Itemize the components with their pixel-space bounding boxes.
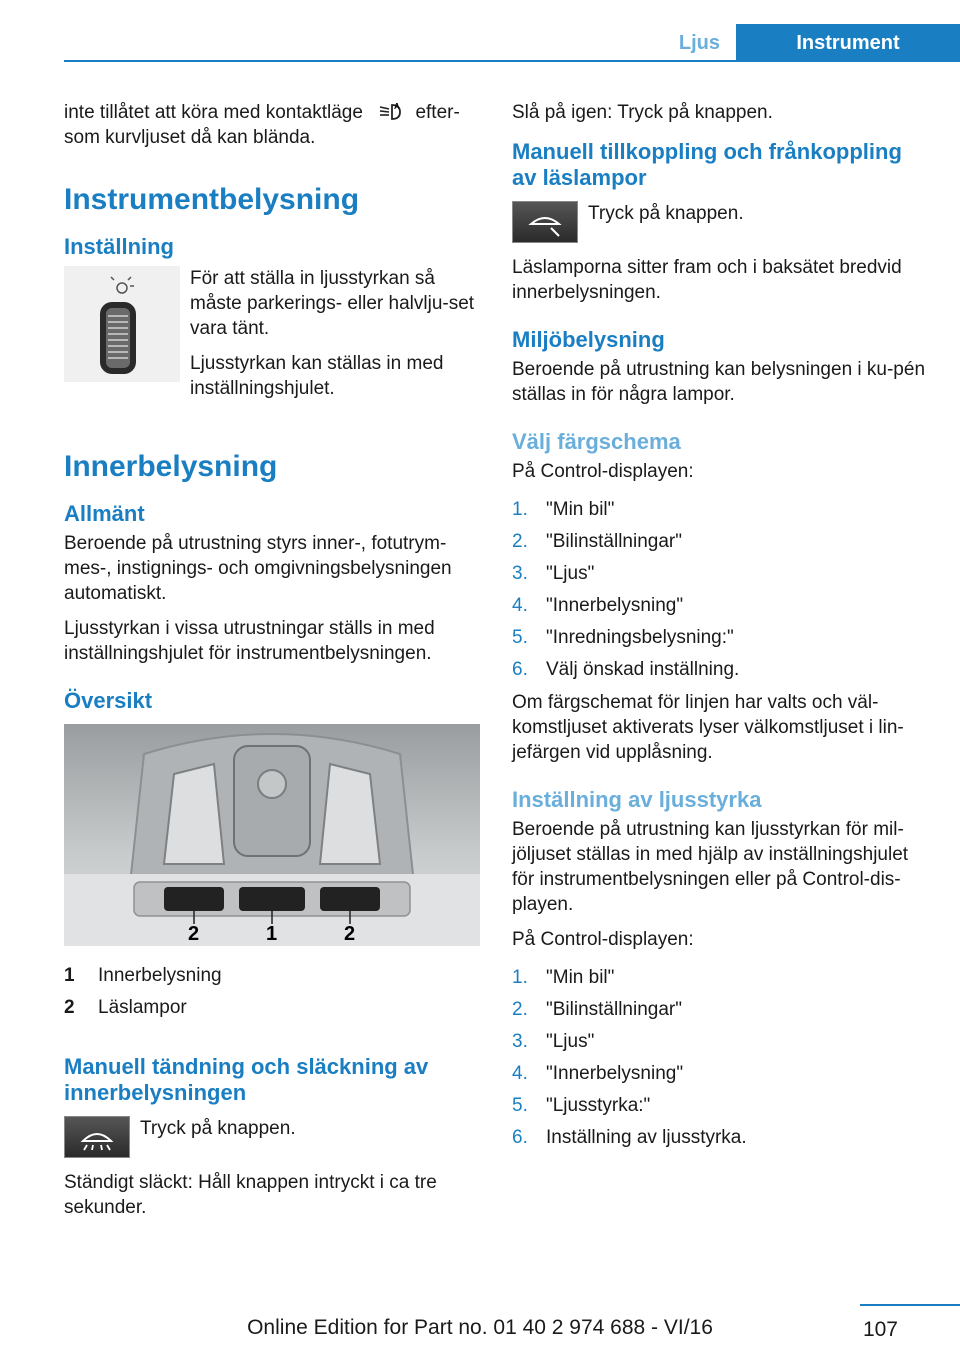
step-number: 1.	[512, 967, 528, 988]
step-number: 5.	[512, 1095, 528, 1116]
legend-item	[64, 992, 480, 1024]
footer-rule	[860, 1304, 960, 1306]
headlight-auto-icon	[374, 101, 404, 121]
heading-reading-lamps: Manuell tillkoppling och frånkoppling av läslampor	[512, 139, 902, 190]
page-header	[0, 0, 960, 62]
heading-installning: Inställning	[64, 234, 174, 259]
manual-text-2: Ständigt släckt: Håll knappen intryckt i ca tre sekunder.	[64, 1172, 437, 1218]
step-number: 6.	[512, 1127, 528, 1148]
step-text: Inställning av ljusstyrka.	[546, 1127, 747, 1148]
callout-label: 2	[188, 923, 200, 945]
heading-valj-fargschema: Välj färgschema	[512, 429, 681, 454]
intro-text-2: efter-	[415, 102, 460, 123]
reading-text: Tryck på knappen.	[588, 203, 744, 224]
step-text: "Inredningsbelysning:"	[546, 627, 734, 648]
heading-miljobelysning: Miljöbelysning	[512, 327, 665, 352]
heading-installning-ljusstyrka: Inställning av ljusstyrka	[512, 787, 762, 812]
ambient-text: Beroende på utrustning kan belysningen i ku-pén ställas in för några lampor.	[512, 359, 926, 405]
interior-light-button-icon	[64, 1116, 130, 1158]
intro-text-3: som kurvljuset då kan blända.	[64, 127, 316, 148]
step-text: "Innerbelysning"	[546, 595, 684, 616]
list-item	[512, 1058, 928, 1090]
list-item	[512, 1026, 928, 1058]
legend-number: 1	[64, 965, 75, 986]
step-number: 2.	[512, 999, 528, 1020]
svg-text:A: A	[394, 102, 400, 111]
bright-steps	[512, 962, 928, 1154]
step-number: 3.	[512, 1031, 528, 1052]
manual-figure-row	[64, 1116, 480, 1158]
reading-figure-row	[512, 201, 928, 243]
again-text: Slå på igen: Tryck på knappen.	[512, 102, 773, 123]
setting-text-2: Ljusstyrkan kan ställas in med inställningshjulet.	[190, 353, 444, 399]
step-number: 5.	[512, 627, 528, 648]
step-text: "Ljus"	[546, 1031, 595, 1052]
ceiling-console-image	[64, 724, 480, 946]
step-text: "Min bil"	[546, 967, 615, 988]
callout-label: 2	[344, 923, 356, 945]
step-number: 1.	[512, 499, 528, 520]
step-text: "Bilinställningar"	[546, 531, 682, 552]
bright-text-2: På Control-displayen:	[512, 929, 694, 950]
header-rule	[64, 60, 960, 62]
step-text: Välj önskad inställning.	[546, 659, 740, 680]
list-item	[512, 622, 928, 654]
intro-text-1: inte tillåtet att köra med kontaktläge	[64, 102, 363, 123]
step-text: "Bilinställningar"	[546, 999, 682, 1020]
step-number: 2.	[512, 531, 528, 552]
reading-text-2: Läslamporna sitter fram och i baksätet bredvid innerbelysningen.	[512, 257, 902, 303]
color-text: På Control-displayen:	[512, 461, 694, 482]
setting-text-1: För att ställa in ljusstyrkan så måste parkerings- eller halvlju-set vara tänt.	[190, 268, 475, 339]
legend-text: Innerbelysning	[98, 965, 222, 986]
legend-number: 2	[64, 997, 75, 1018]
step-text: "Ljusstyrka:"	[546, 1095, 651, 1116]
edition-note: Online Edition for Part no. 01 40 2 974 688 - VI/16	[247, 1316, 713, 1339]
setting-figure-row	[64, 266, 480, 401]
legend-text: Läslampor	[98, 997, 187, 1018]
step-text: "Min bil"	[546, 499, 615, 520]
list-item	[512, 494, 928, 526]
legend-item	[64, 960, 480, 992]
general-text-1: Beroende på utrustning styrs inner-, fotutrym-mes-, instignings- och omgivningsbelysningen automatiskt.	[64, 533, 452, 604]
heading-allmant: Allmänt	[64, 501, 145, 526]
callout-label: 1	[266, 923, 278, 945]
heading-innerbelysning: Innerbelysning	[64, 450, 278, 483]
intro-paragraph	[64, 100, 480, 150]
list-item	[512, 526, 928, 558]
heading-instrumentbelysning: Instrumentbelysning	[64, 183, 360, 216]
dimmer-wheel-icon	[64, 266, 180, 382]
list-item	[512, 962, 928, 994]
figure-legend	[64, 960, 480, 1024]
list-item	[512, 1122, 928, 1154]
page-number: 107	[862, 1318, 898, 1341]
list-item	[512, 994, 928, 1026]
step-number: 6.	[512, 659, 528, 680]
color-steps	[512, 494, 928, 686]
heading-oversikt: Översikt	[64, 688, 153, 713]
general-text-2: Ljusstyrkan i vissa utrustningar ställs in med inställningshjulet för instrumentbelysningen.	[64, 618, 435, 664]
list-item	[512, 654, 928, 686]
heading-manual-inner: Manuell tändning och släckning av innerbelysningen	[64, 1054, 429, 1105]
header-section: Ljus	[678, 32, 720, 54]
step-text: "Innerbelysning"	[546, 1063, 684, 1084]
manual-text: Tryck på knappen.	[140, 1118, 296, 1139]
list-item	[512, 1090, 928, 1122]
right-column	[512, 100, 928, 1158]
left-column	[64, 100, 480, 1220]
reading-light-button-icon	[512, 201, 578, 243]
step-number: 3.	[512, 563, 528, 584]
step-number: 4.	[512, 1063, 528, 1084]
color-after-text: Om färgschemat för linjen har valts och väl-komstljuset aktiverats lyser välkomstljuset i lin-jefärgen vid upplåsning.	[512, 692, 904, 763]
bright-text: Beroende på utrustning kan ljusstyrkan för mil-jöljuset ställas in med hjälp av inställningshjulet för instrumentbelysningen eller på Control-dis-playen.	[512, 819, 909, 915]
step-number: 4.	[512, 595, 528, 616]
list-item	[512, 590, 928, 622]
list-item	[512, 558, 928, 590]
header-tab: Instrument	[736, 24, 960, 62]
step-text: "Ljus"	[546, 563, 595, 584]
